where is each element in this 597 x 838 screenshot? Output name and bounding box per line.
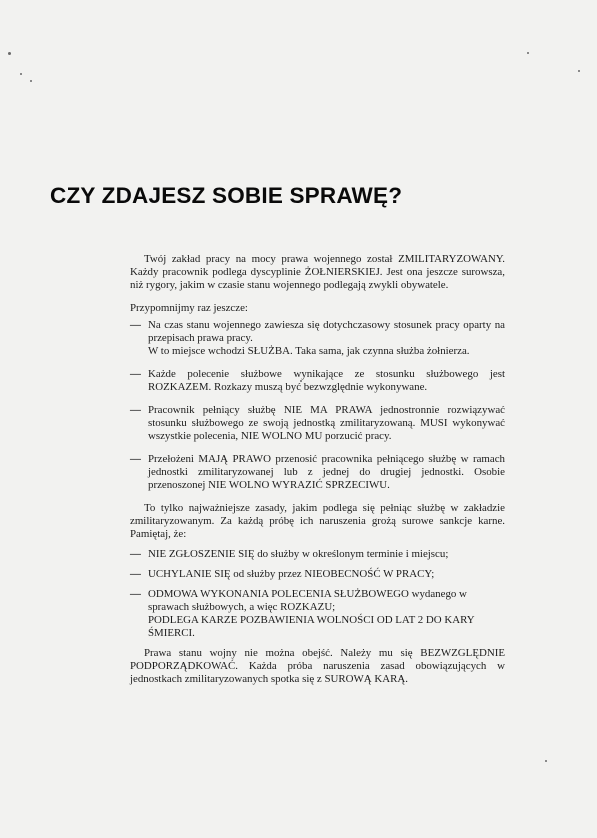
recall-line: Przypomnijmy raz jeszcze: [130, 302, 248, 314]
dash-marker: — [130, 453, 141, 465]
ink-speck [20, 73, 22, 75]
dash-marker: — [130, 568, 141, 580]
penalty-text: PODLEGA KARZE POZBAWIENIA WOLNOŚCI OD LAT 2 DO KARY ŚMIERCI. [148, 614, 475, 639]
dash-marker: — [130, 588, 141, 600]
rules-paragraph: To tylko najważniejsze zasady, jakim podlega się pełniąc służbę w zakładzie zmilitaryzowanym. Za każdą próbę ich naruszenia grożą surowe sankcje karne. Pamiętaj, że: [130, 502, 505, 540]
ink-speck [30, 80, 32, 82]
leaflet-body [130, 253, 505, 686]
sanction-item [130, 568, 505, 581]
list-item-text: W to miejsce wchodzi SŁUŻBA. Taka sama, jak czynna służba żołnierza. [148, 345, 470, 357]
dash-marker: — [130, 404, 141, 416]
ink-speck [8, 52, 11, 55]
sanction-item [130, 588, 505, 640]
sanction-text: ODMOWA WYKONANIA POLECENIA SŁUŻBOWEGO wydanego w sprawach służbowych, a więc ROZKAZU; [148, 588, 467, 613]
list-item [130, 319, 505, 358]
list-item [130, 404, 505, 443]
sanction-item [130, 548, 505, 561]
list-item-text: Pracownik pełniący służbę NIE MA PRAWA jednostronnie rozwiązywać stosunku służbowego ze swoją jednostką zmilitaryzowaną. MUSI wykonywać wszystkie polecenia, NIE WOLNO MU porzucić pracy. [148, 404, 505, 442]
sanction-text: UCHYLANIE SIĘ od służby przez NIEOBECNOŚĆ W PRACY; [148, 568, 435, 580]
ink-speck [545, 760, 547, 762]
intro-paragraph: Twój zakład pracy na mocy prawa wojennego został ZMILITARYZOWANY. Każdy pracownik podlega dyscyplinie ŻOŁNIERSKIEJ. Jest ona jeszcze surowsza, niż rygory, jakim w czasie stanu wojennego podlegają zwykli obywatele. [130, 253, 505, 291]
list-item-text: Przełożeni MAJĄ PRAWO przenosić pracownika pełniącego służbę w ramach jednostki zmilitaryzowanej lub z jednej do drugiej jednostki. Osobie przenoszonej NIE WOLNO WYRAZIĆ SPRZECIWU. [148, 453, 505, 491]
list-item-text: Na czas stanu wojennego zawiesza się dotychczasowy stosunek pracy oparty na przepisach prawa pracy. [148, 319, 505, 344]
dash-marker: — [130, 368, 141, 380]
dash-marker: — [130, 319, 141, 331]
list-item [130, 453, 505, 492]
ink-speck [527, 52, 529, 54]
list-item-text: Każde polecenie służbowe wynikające ze stosunku służbowego jest ROZKAZEM. Rozkazy muszą być bezwzględnie wykonywane. [148, 368, 505, 393]
list-item [130, 368, 505, 394]
sanction-text: NIE ZGŁOSZENIE SIĘ do służby w określonym terminie i miejscu; [148, 548, 449, 560]
leaflet-title: CZY ZDAJESZ SOBIE SPRAWĘ? [50, 183, 403, 208]
ink-speck [578, 70, 580, 72]
dash-marker: — [130, 548, 141, 560]
closing-paragraph: Prawa stanu wojny nie można obejść. Należy mu się BEZWZGLĘDNIE PODPORZĄDKOWAĆ. Każda próba naruszenia zasad obowiązujących w jednostkach zmilitaryzowanych spotka się z SUROWĄ KARĄ. [130, 647, 505, 685]
